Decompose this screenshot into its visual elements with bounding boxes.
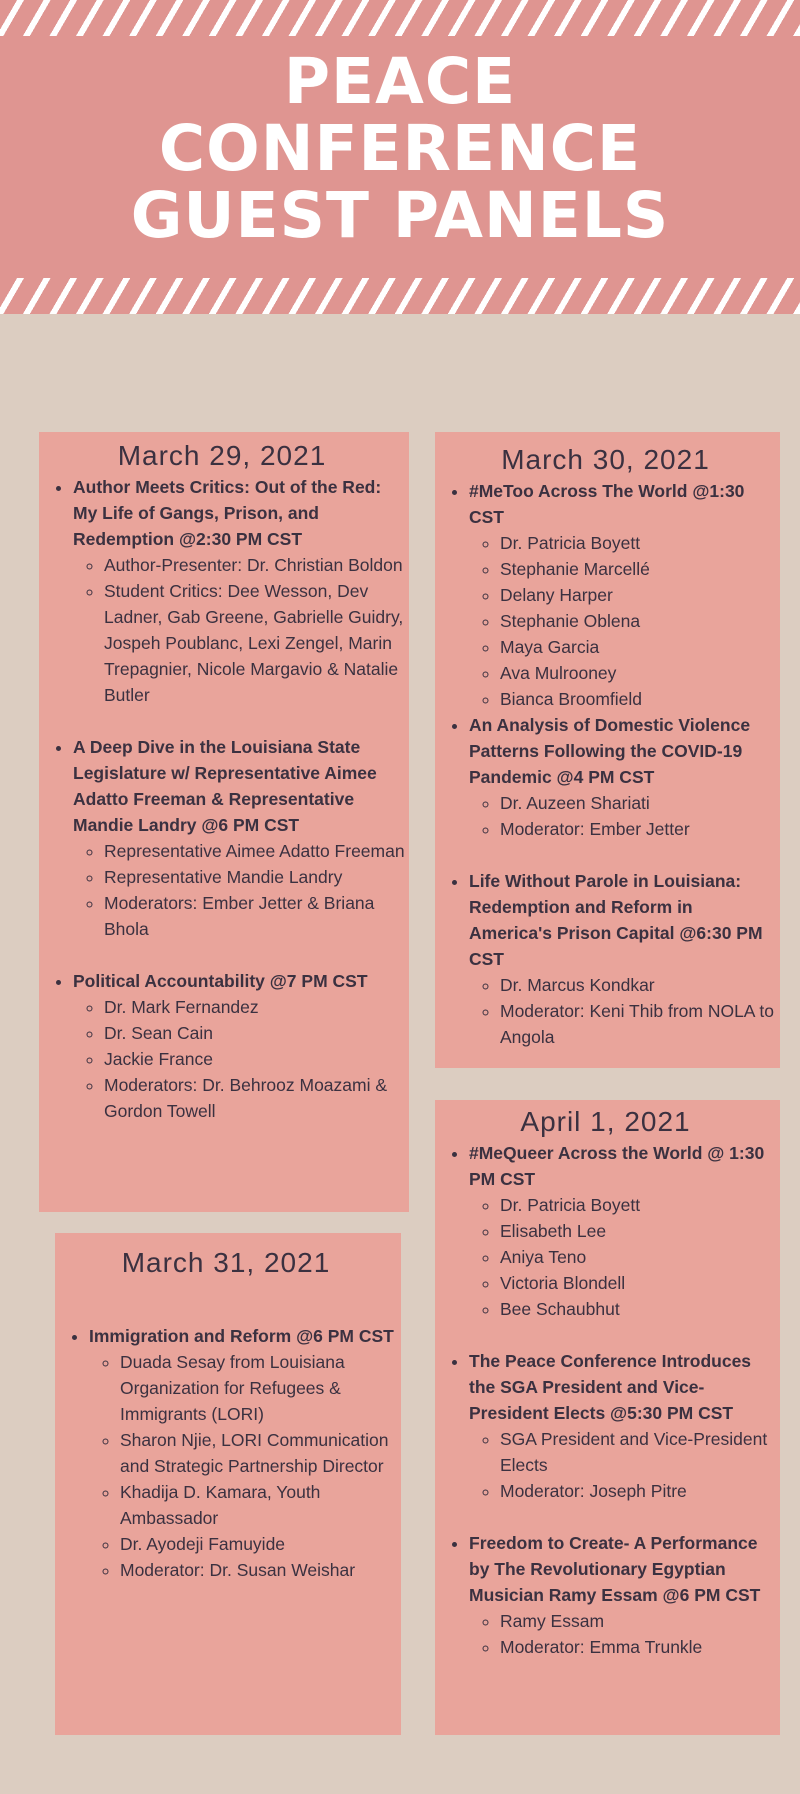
person-item: ◦ Dr. Patricia Boyett: [500, 1192, 776, 1218]
day-date: March 30, 2021: [501, 444, 710, 475]
person-item: ◦ Dr. Sean Cain: [104, 1020, 405, 1046]
person-item: ◦ Bee Schaubhut: [500, 1296, 776, 1322]
person-item: ◦ Maya Garcia: [500, 634, 776, 660]
person-item: ◦ Moderators: Dr. Behrooz Moazami & Gordon Towell: [104, 1072, 405, 1124]
event-item: [89, 1323, 397, 1583]
person-item: ◦ Bianca Broomfield: [500, 686, 776, 712]
person-item: ◦ Stephanie Marcellé: [500, 556, 776, 582]
person-item: ◦ Dr. Auzeen Shariati: [500, 790, 776, 816]
event-title: Freedom to Create- A Performance by The Revolutionary Egyptian Musician Ramy Essam @6 PM CST: [469, 1533, 761, 1605]
person-item: ◦ Dr. Patricia Boyett: [500, 530, 776, 556]
person-item: ◦ Duada Sesay from Louisiana Organization for Refugees & Immigrants (LORI): [120, 1349, 397, 1427]
title-line: PEACE: [283, 45, 517, 118]
person-item: ◦ Victoria Blondell: [500, 1270, 776, 1296]
person-item: ◦ Moderator: Dr. Susan Weishar: [120, 1557, 397, 1583]
event-title: Life Without Parole in Louisiana: Redemption and Reform in America's Prison Capital @6:30 PM CST: [469, 871, 763, 969]
event-item: [73, 968, 405, 1124]
person-item: ◦ Dr. Ayodeji Famuyide: [120, 1531, 397, 1557]
person-item: ◦ Representative Mandie Landry: [104, 864, 405, 890]
event-title: An Analysis of Domestic Violence Patterns Following the COVID-19 Pandemic @4 PM CST: [469, 715, 751, 787]
person-item: ◦ Moderator: Keni Thib from NOLA to Angola: [500, 998, 776, 1050]
event-item: [469, 1140, 776, 1322]
event-title: #MeToo Across The World @1:30 CST: [469, 481, 745, 527]
person-item: ◦ Author-Presenter: Dr. Christian Boldon: [104, 552, 405, 578]
person-item: ◦ Sharon Njie, LORI Communication and Strategic Partnership Director: [120, 1427, 397, 1479]
event-item: [469, 478, 776, 712]
event-item: [73, 474, 405, 708]
event-item: [469, 1348, 776, 1504]
day-date: March 31, 2021: [121, 1247, 331, 1278]
event-title: A Deep Dive in the Louisiana State Legislature w/ Representative Aimee Adatto Freeman & Representative Mandie Landry @6 PM CST: [73, 737, 377, 835]
day-date: March 29, 2021: [117, 440, 327, 471]
person-item: ◦ Ava Mulrooney: [500, 660, 776, 686]
person-item: ◦ Representative Aimee Adatto Freeman: [104, 838, 405, 864]
header-banner: [0, 0, 800, 314]
person-item: ◦ Khadija D. Kamara, Youth Ambassador: [120, 1479, 397, 1531]
person-item: ◦ Ramy Essam: [500, 1608, 776, 1634]
day-card-march-31: [55, 1233, 401, 1735]
person-item: ◦ Stephanie Oblena: [500, 608, 776, 634]
person-item: ◦ Moderators: Ember Jetter & Briana Bhola: [104, 890, 405, 942]
event-title: The Peace Conference Introduces the SGA President and Vice-President Elects @5:30 PM CST: [469, 1351, 752, 1423]
stripe-decoration-top: [0, 0, 800, 36]
event-title: #MeQueer Across the World @ 1:30 PM CST: [469, 1143, 765, 1189]
person-item: ◦ Elisabeth Lee: [500, 1218, 776, 1244]
event-title: Immigration and Reform @6 PM CST: [89, 1326, 394, 1346]
person-item: ◦ Aniya Teno: [500, 1244, 776, 1270]
event-item: [469, 712, 776, 842]
day-card-april-1: [435, 1100, 780, 1735]
event-item: [469, 868, 776, 1050]
event-item: [469, 1530, 776, 1660]
day-card-march-30: [435, 432, 780, 1068]
title-line: GUEST PANELS: [130, 179, 670, 252]
person-item: ◦ Dr. Mark Fernandez: [104, 994, 405, 1020]
person-item: ◦ Moderator: Joseph Pitre: [500, 1478, 776, 1504]
event-item: [73, 734, 405, 942]
person-item: ◦ Moderator: Emma Trunkle: [500, 1634, 776, 1660]
person-item: ◦ SGA President and Vice-President Elects: [500, 1426, 776, 1478]
event-title: Author Meets Critics: Out of the Red: My Life of Gangs, Prison, and Redemption @2:30 PM CST: [73, 477, 382, 549]
person-item: ◦ Student Critics: Dee Wesson, Dev Ladner, Gab Greene, Gabrielle Guidry, Jospeh Poublanc, Lexi Zengel, Marin Trepagnier, Nicole Margavio & Natalie Butler: [104, 578, 405, 708]
stripe-decoration-bottom: [0, 278, 800, 314]
person-item: ◦ Moderator: Ember Jetter: [500, 816, 776, 842]
person-item: ◦ Jackie France: [104, 1046, 405, 1072]
page-title: [0, 45, 800, 252]
day-date: April 1, 2021: [520, 1106, 691, 1137]
day-card-march-29: [39, 432, 409, 1212]
person-item: ◦ Delany Harper: [500, 582, 776, 608]
event-title: Political Accountability @7 PM CST: [73, 971, 368, 991]
person-item: ◦ Dr. Marcus Kondkar: [500, 972, 776, 998]
title-line: CONFERENCE: [158, 112, 642, 185]
